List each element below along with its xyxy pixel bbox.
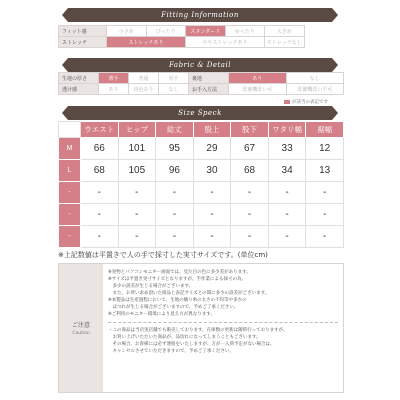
caution-line: お買い上げいただいた商品が、品切れになってしまうこともございます。: [108, 335, 261, 340]
caution-line: ※サイズは平置き実寸サイズとなりますが、手作業による採寸の為、: [108, 277, 247, 282]
size-value: 30: [193, 160, 231, 182]
caution-line: キャンセルさせていただきますので、予めご了承ください。: [108, 349, 234, 354]
legend-text: が該当の表記です: [292, 100, 328, 105]
caution-box: [58, 263, 344, 393]
fitting-table: [58, 25, 344, 48]
size-value: -: [306, 182, 344, 204]
fabric-row: [59, 73, 344, 84]
caution-line: ※実物とパソコンモニター画面では、見た目の色に多少差があります。: [108, 270, 251, 275]
size-corner: [59, 122, 81, 138]
size-value: -: [81, 226, 119, 248]
measurement-note: ※上記数値は平置きで人の手で採寸した実寸サイズです。(単位cm): [58, 251, 268, 259]
fit-cell: ややストレッチあり: [186, 37, 265, 48]
size-value: 29: [193, 138, 231, 160]
size-value: -: [118, 226, 156, 248]
size-value: -: [81, 204, 119, 226]
size-header: 股上: [193, 122, 231, 138]
size-value: -: [193, 182, 231, 204]
fabric-row: [59, 84, 344, 95]
size-value: -: [156, 226, 194, 248]
size-value: 66: [81, 138, 119, 160]
fit-cell: ぴったり: [146, 26, 186, 37]
size-value: 95: [156, 138, 194, 160]
fabric-cell: 厚手: [159, 73, 189, 84]
size-value: 96: [156, 160, 194, 182]
caution-line: 多少の誤差が生じる場合がございます。: [108, 284, 194, 289]
size-value: -: [193, 226, 231, 248]
fitting-row: [59, 37, 344, 48]
caution-label-jp: ご注意: [71, 322, 90, 329]
caution-line: その場合、お客様には必ず連絡をいたしますが、万が一入荷予定がない場合は、: [108, 342, 275, 347]
size-header-row: [59, 122, 344, 138]
size-value: -: [231, 182, 269, 204]
size-row: [59, 204, 344, 226]
row-label: フィット感: [59, 26, 107, 37]
size-header: ワタリ幅: [268, 122, 306, 138]
size-label: M: [59, 138, 81, 160]
size-table: [58, 121, 344, 248]
size-value: -: [193, 204, 231, 226]
fabric-table: [58, 72, 344, 95]
size-row: [59, 226, 344, 248]
size-label: L: [59, 160, 81, 182]
row-label: 裏地: [189, 73, 229, 84]
size-value: -: [306, 226, 344, 248]
size-value: 34: [268, 160, 306, 182]
fabric-cell: あり: [99, 84, 129, 95]
fabric-cell: あり: [229, 73, 287, 84]
caution-line: ほつれが生じる場合がございますので、予めご了承ください。: [108, 305, 239, 310]
caution-label: [59, 264, 103, 392]
size-value: -: [118, 182, 156, 204]
size-value: -: [268, 182, 306, 204]
caution-divider: [108, 322, 338, 323]
size-value: -: [231, 226, 269, 248]
size-value: -: [306, 204, 344, 226]
size-value: 13: [306, 160, 344, 182]
size-row: [59, 160, 344, 182]
row-label: 透け感: [59, 84, 99, 95]
legend-swatch: [284, 100, 290, 104]
caution-line: ・この商品は当店実店舗でも販売しております。在庫数の更新は随時行っておりますが、: [108, 328, 288, 333]
fabric-cell: なし: [159, 84, 189, 95]
size-header: 総丈: [156, 122, 194, 138]
fabric-cell: 洗濯機洗い可: [229, 84, 287, 95]
size-banner: [68, 106, 332, 120]
size-value: -: [118, 204, 156, 226]
size-value: 67: [231, 138, 269, 160]
size-header: 股下: [231, 122, 269, 138]
size-row: [59, 138, 344, 160]
row-label: お手入方法: [189, 84, 229, 95]
fabric-cell: 普通: [129, 73, 159, 84]
row-label: 生地の厚さ: [59, 73, 99, 84]
size-value: -: [268, 226, 306, 248]
fit-cell: ゆったり: [225, 26, 265, 37]
fabric-cell: なし: [286, 73, 344, 84]
fit-cell: スタンダード: [186, 26, 226, 37]
row-label: ストレッチ: [59, 37, 107, 48]
fabric-cell: 薄手: [99, 73, 129, 84]
size-value: 33: [268, 138, 306, 160]
caution-body: [103, 264, 343, 392]
size-value: 68: [231, 160, 269, 182]
size-value: 105: [118, 160, 156, 182]
size-value: -: [156, 182, 194, 204]
size-value: -: [268, 204, 306, 226]
size-label: -: [59, 226, 81, 248]
selection-legend: [284, 99, 328, 105]
fit-cell: ストレッチなし: [265, 37, 305, 48]
size-value: -: [156, 204, 194, 226]
size-title: Size Speck: [178, 109, 222, 117]
size-row: [59, 182, 344, 204]
size-header: ヒップ: [118, 122, 156, 138]
fit-cell: 小さめ: [107, 26, 147, 37]
size-header: ウエスト: [81, 122, 119, 138]
size-label: -: [59, 204, 81, 226]
caution-line: ※ご利用のモニター環境により見え方が異なります。: [108, 312, 215, 317]
size-value: -: [231, 204, 269, 226]
size-label: -: [59, 182, 81, 204]
fitting-title: Fitting Information: [161, 11, 239, 19]
fitting-banner: [68, 8, 332, 22]
caution-line: ※本製品は生産過程において、生地の織り糸の太さの不均等や多少の: [108, 298, 247, 303]
fabric-banner: [68, 58, 332, 72]
caution-line: また、お買い求め頂いた商品と表記サイズとの間に多少の誤差がございます。: [108, 291, 270, 296]
fabric-title: Fabric & Detail: [169, 61, 231, 69]
size-value: 12: [306, 138, 344, 160]
caution-label-en: Caution: [72, 331, 90, 336]
size-value: 68: [81, 160, 119, 182]
fabric-cell: 洗濯機洗い不可: [286, 84, 344, 95]
fabric-cell: 淡色あり: [129, 84, 159, 95]
fit-cell: ストレッチあり: [107, 37, 186, 48]
fitting-row: [59, 26, 344, 37]
size-value: 101: [118, 138, 156, 160]
size-value: -: [81, 182, 119, 204]
size-header: 裾幅: [306, 122, 344, 138]
fit-cell: 大きめ: [265, 26, 305, 37]
